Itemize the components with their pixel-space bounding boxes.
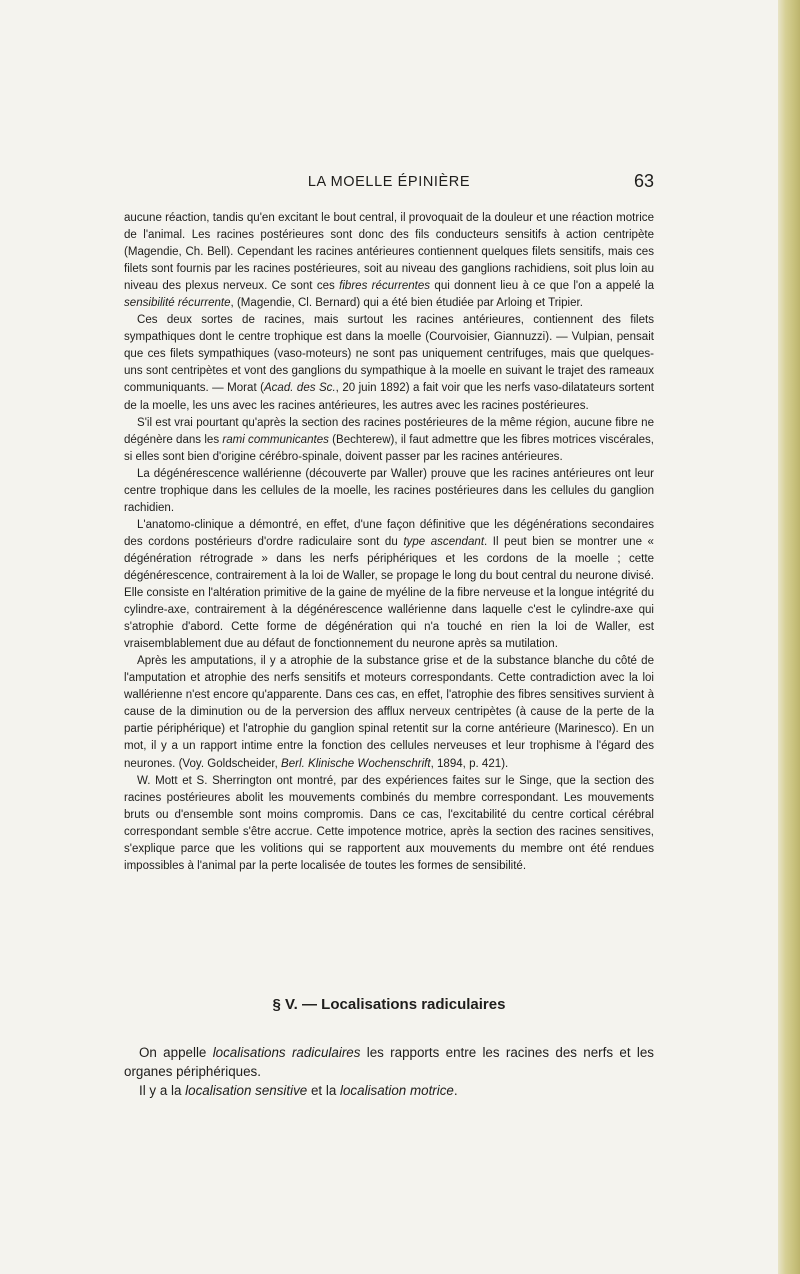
text-run: et la bbox=[307, 1083, 340, 1098]
text-run: W. Mott et S. Sherrington ont montré, par des expériences faites sur le Singe, que la section des racines postérieures abolit les mouvements combinés du membre correspondant. Les mouvements bruts ou d'ensemble sont moins compromis. Dans ce cas, l'excitabilité du centre cortical cérébral correspondant semble s'être accrue. Cette impotence motrice, après la section des racines sensitives, s'explique parce que les volitions qui se rapportent aux mouvements du membre ont été rendues impossibles à l'animal par la perte localisée de toutes les formes de sensibilité. bbox=[124, 774, 654, 872]
text-run: qui donnent lieu à ce que l'on a appelé la bbox=[430, 280, 655, 293]
italic-run: sensibilité récurrente bbox=[124, 297, 231, 310]
page-header bbox=[124, 168, 654, 198]
paragraph bbox=[124, 653, 654, 772]
italic-run: localisation motrice bbox=[340, 1083, 454, 1098]
text-run: , (Magendie, Cl. Bernard) qui a été bien étudiée par Arloing et Tripier. bbox=[230, 297, 583, 310]
italic-run: type ascendant bbox=[403, 535, 485, 548]
text-run: Il y a la bbox=[139, 1083, 186, 1098]
page-edge bbox=[778, 0, 800, 1274]
paragraph bbox=[124, 210, 654, 312]
section-heading: § V. — Localisations radiculaires bbox=[272, 996, 506, 1013]
text-run: Après les amputations, il y a atrophie de la substance grise et de la substance blanche du côté de l'amputation et atrophie des nerfs sensitifs et moteurs correspondants. Cette contradiction avec la loi wallérienne n'est encore qu'apparente. Dans ces cas, en effet, l'atrophie des fibres sensitives survient à cause de la diminution ou de la perversion des afflux nerveux centripètes (à cause de la perte de la partie périphérique) et l'atrophie du ganglion spinal retentit sur la corne antérieure (Marinesco). En un mot, il y a un rapport intime entre la fonction des cellules nerveuses et leur trophisme à l'égard des neurones. (Voy. Goldscheider, bbox=[124, 655, 654, 770]
italic-run: fibres récurrentes bbox=[339, 280, 431, 293]
text-run: Ces deux sortes de racines, mais surtout les racines antérieures, contiennent des filets sympathiques dont le centre trophique est dans la moelle (Courvoisier, Giannuzzi). — Vulpian, pensait que ces filets sympathiques (vaso-moteurs) ne sont pas uniquement centrifuges, mais que quelques-uns sont centripètes et vont des ganglions du sympathique à la moelle en suivant le trajet des rameaux communiquants. — Morat ( bbox=[124, 314, 654, 395]
text-run: La dégénérescence wallérienne (découverte par Waller) prouve que les racines antérieures ont leur centre trophique dans les cellules de la moelle, les racines postérieures dans les cellules du ganglion rachidien. bbox=[124, 467, 654, 514]
section-paragraph bbox=[124, 1043, 654, 1081]
italic-run: localisations radiculaires bbox=[212, 1045, 361, 1060]
paragraph bbox=[124, 415, 654, 466]
italic-run: localisation sensitive bbox=[185, 1083, 308, 1098]
text-run: , 20 juin 1892) a fait voir que les nerfs vaso-dilatateurs sortent de la moelle, les uns avec les racines antérieures, les autres avec les racines postérieures. bbox=[124, 382, 654, 412]
page-number: 63 bbox=[633, 171, 654, 191]
paragraph bbox=[124, 312, 654, 414]
body-text bbox=[124, 210, 654, 875]
text-run: . bbox=[453, 1083, 458, 1098]
text-run: . Il peut bien se montrer une « dégénération rétrograde » dans les nerfs périphériques et les cordons de la moelle ; cette dégénérescence, contrairement à la loi de Waller, se propage le long du bout central du neurone divisé. Elle consiste en l'altération primitive de la gaine de myéline de la fibre nerveuse et la longue intégrité du cylindre-axe, contrairement à la dégénérescence wallérienne dans laquelle c'est le cylindre-axe qui s'atrophie d'abord. Cette forme de dégénération qui n'a touché en rien la loi de Waller, est vraisemblablement due au défaut de fonctionnement du neurone après sa mutilation. bbox=[124, 535, 654, 651]
italic-run: Berl. Klinische Wochenschrift bbox=[281, 757, 431, 770]
text-run: (Bechterew), il faut admettre que les fibres motrices viscérales, si elles sont bien d'origine cérébro-spinale, doivent passer par les racines antérieures. bbox=[124, 433, 654, 463]
text-run: aucune réaction, tandis qu'en excitant le bout central, il provoquait de la douleur et une réaction motrice de l'animal. Les racines postérieures sont donc des fils conducteurs sensitifs à action centripète (Magendie, Ch. Bell). Cependant les racines antérieures contiennent quelques filets sensitifs, mais ces filets sont fournis par les racines postérieures, soit au niveau des ganglions rachidiens, soit plus loin au niveau des plexus nerveux. Ce sont ces bbox=[124, 212, 654, 293]
paragraph bbox=[124, 773, 654, 875]
running-title: LA MOELLE ÉPINIÈRE bbox=[307, 174, 471, 190]
text-run: les rapports entre les racines des nerfs et les organes périphériques. bbox=[124, 1045, 654, 1079]
section-text bbox=[124, 1043, 654, 1100]
italic-run: rami communicantes bbox=[222, 433, 329, 446]
text-run: S'il est vrai pourtant qu'après la section des racines postérieures de la même région, aucune fibre ne dégénère dans les bbox=[124, 416, 654, 446]
paragraph bbox=[124, 466, 654, 517]
text-run: , 1894, p. 421). bbox=[430, 757, 509, 770]
text-run: L'anatomo-clinique a démontré, en effet, d'une façon définitive que les dégénérations secondaires des cordons postérieurs d'ordre radiculaire sont du bbox=[124, 518, 654, 548]
italic-run: Acad. des Sc. bbox=[263, 382, 336, 395]
section-paragraph bbox=[124, 1081, 654, 1100]
text-run: On appelle bbox=[139, 1045, 213, 1060]
paragraph bbox=[124, 517, 654, 653]
